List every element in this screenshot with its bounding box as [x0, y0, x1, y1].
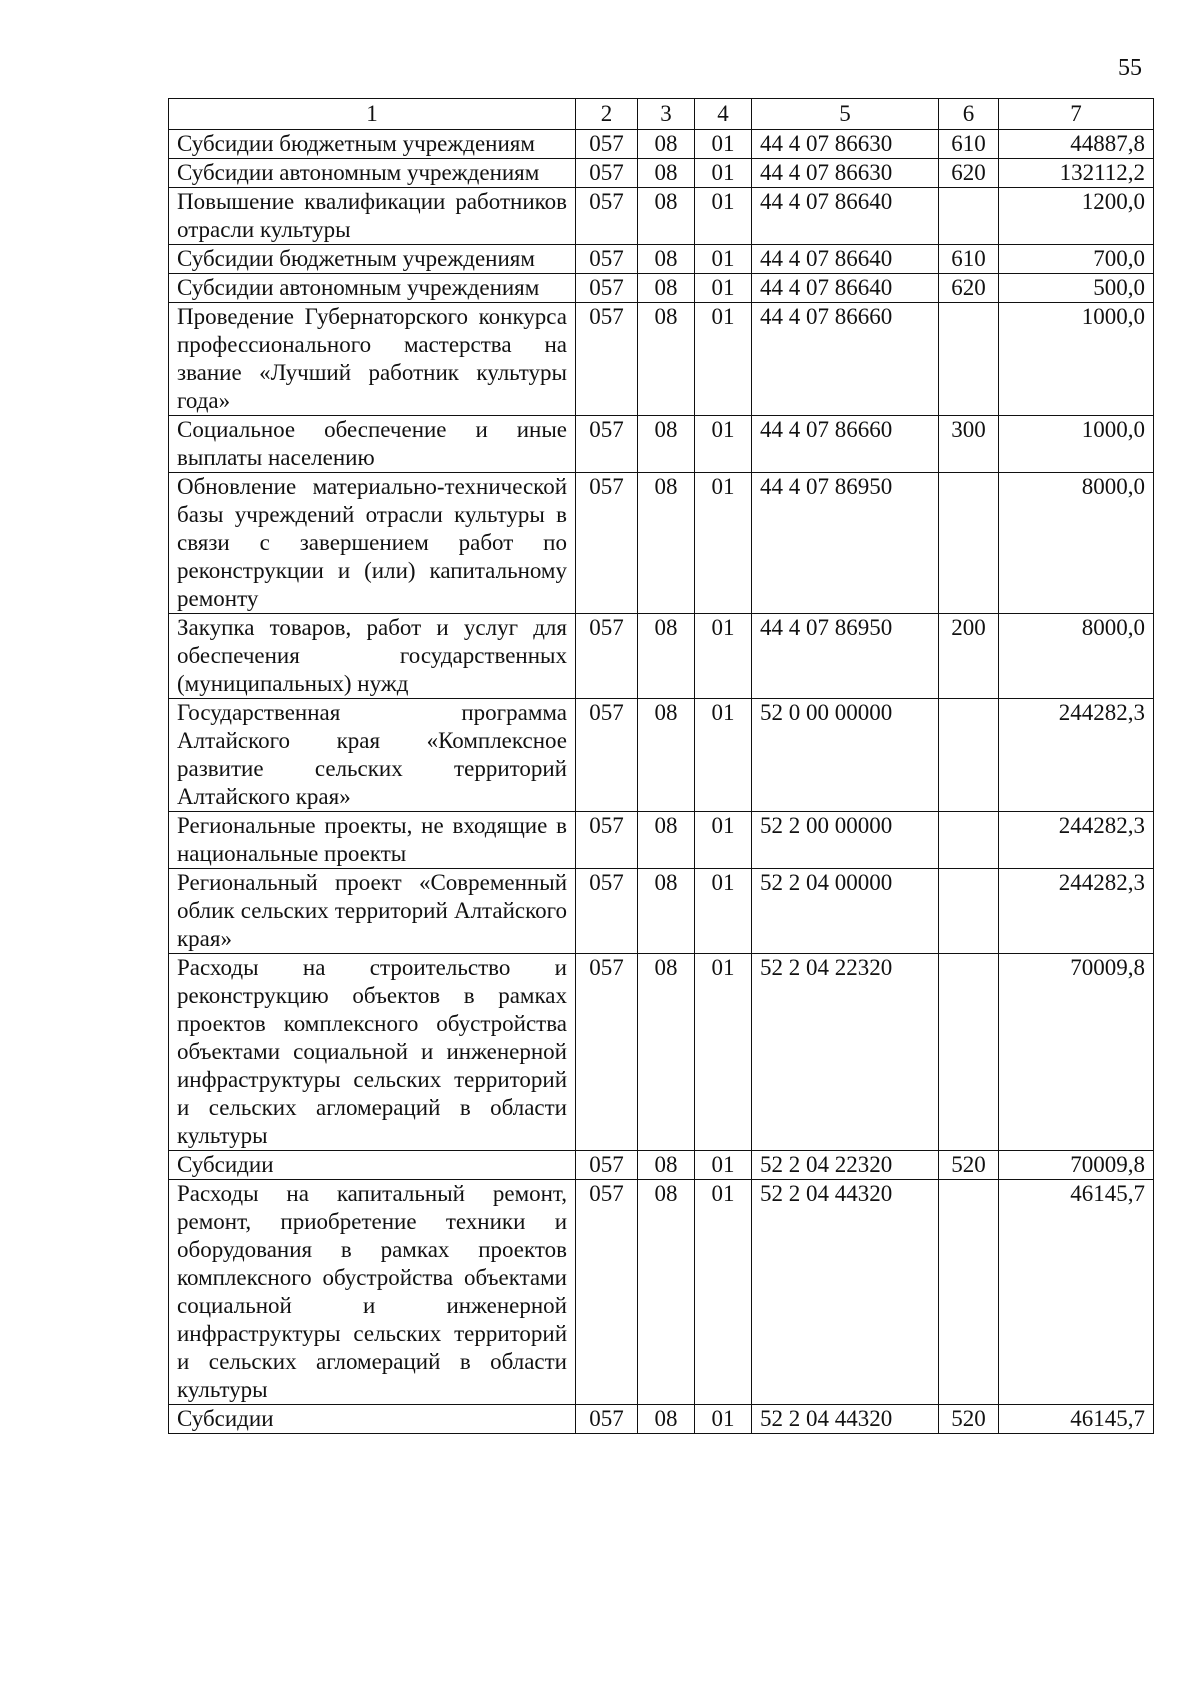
row-ministry-code-cell: 057: [576, 954, 638, 1151]
row-name-cell: Субсидии бюджетным учреждениям: [169, 130, 576, 159]
column-header-2: 2: [576, 99, 638, 130]
row-section-code-cell: 08: [638, 130, 695, 159]
table-row: [169, 245, 1154, 274]
row-expense-type-cell: 620: [939, 159, 999, 188]
row-target-article-cell: 52 2 04 44320: [752, 1405, 939, 1434]
row-amount-cell: 1000,0: [999, 303, 1154, 416]
row-expense-type-cell: [939, 699, 999, 812]
table-row: [169, 473, 1154, 614]
row-amount-cell: 244282,3: [999, 869, 1154, 954]
row-expense-type-cell: [939, 303, 999, 416]
row-amount-cell: 1000,0: [999, 416, 1154, 473]
table-row: [169, 812, 1154, 869]
row-target-article-cell: 44 4 07 86640: [752, 188, 939, 245]
row-section-code-cell: 08: [638, 159, 695, 188]
row-target-article-cell: 52 2 04 22320: [752, 1151, 939, 1180]
row-ministry-code-cell: 057: [576, 130, 638, 159]
row-name-cell: Расходы на капитальный ремонт, ремонт, приобретение техники и оборудования в рамках проектов комплексного обустройства объектами социальной и инженерной инфраструктуры сельских территорий и сельских агломераций в области культуры: [169, 1180, 576, 1405]
row-section-code-cell: 08: [638, 614, 695, 699]
row-target-article-cell: 52 0 00 00000: [752, 699, 939, 812]
row-section-code-cell: 08: [638, 1405, 695, 1434]
row-name-cell: Субсидии автономным учреждениям: [169, 159, 576, 188]
row-amount-cell: 8000,0: [999, 473, 1154, 614]
row-name-cell: Государственная программа Алтайского края «Комплексное развитие сельских территорий Алтайского края»: [169, 699, 576, 812]
row-amount-cell: 244282,3: [999, 812, 1154, 869]
row-expense-type-cell: [939, 473, 999, 614]
row-expense-type-cell: 610: [939, 245, 999, 274]
row-target-article-cell: 44 4 07 86950: [752, 473, 939, 614]
row-expense-type-cell: [939, 869, 999, 954]
row-target-article-cell: 52 2 04 44320: [752, 1180, 939, 1405]
table-row: [169, 188, 1154, 245]
table-row: [169, 130, 1154, 159]
row-name-cell: Закупка товаров, работ и услуг для обеспечения государственных (муниципальных) нужд: [169, 614, 576, 699]
row-expense-type-cell: [939, 812, 999, 869]
row-target-article-cell: 44 4 07 86630: [752, 159, 939, 188]
header-row: [169, 99, 1154, 130]
column-header-3: 3: [638, 99, 695, 130]
row-section-code-cell: 08: [638, 416, 695, 473]
table-body: [169, 130, 1154, 1434]
row-amount-cell: 46145,7: [999, 1405, 1154, 1434]
row-section-code-cell: 08: [638, 954, 695, 1151]
row-expense-type-cell: 300: [939, 416, 999, 473]
row-amount-cell: 8000,0: [999, 614, 1154, 699]
row-section-code-cell: 08: [638, 274, 695, 303]
row-name-cell: Субсидии автономным учреждениям: [169, 274, 576, 303]
row-name-cell: Обновление материально-технической базы учреждений отрасли культуры в связи с завершением работ по реконструкции и (или) капитальному ремонту: [169, 473, 576, 614]
row-name-cell: Повышение квалификации работников отрасли культуры: [169, 188, 576, 245]
row-expense-type-cell: [939, 954, 999, 1151]
row-subsection-code-cell: 01: [695, 473, 752, 614]
page-number: 55: [1118, 55, 1142, 81]
row-ministry-code-cell: 057: [576, 869, 638, 954]
row-name-cell: Региональный проект «Современный облик сельских территорий Алтайского края»: [169, 869, 576, 954]
row-ministry-code-cell: 057: [576, 188, 638, 245]
table-row: [169, 954, 1154, 1151]
row-subsection-code-cell: 01: [695, 614, 752, 699]
column-header-6: 6: [939, 99, 999, 130]
row-ministry-code-cell: 057: [576, 1180, 638, 1405]
row-ministry-code-cell: 057: [576, 1405, 638, 1434]
table-row: [169, 869, 1154, 954]
row-ministry-code-cell: 057: [576, 303, 638, 416]
row-amount-cell: 46145,7: [999, 1180, 1154, 1405]
row-section-code-cell: 08: [638, 1151, 695, 1180]
row-target-article-cell: 44 4 07 86660: [752, 416, 939, 473]
row-ministry-code-cell: 057: [576, 159, 638, 188]
row-name-cell: Субсидии: [169, 1151, 576, 1180]
row-name-cell: Проведение Губернаторского конкурса профессионального мастерства на звание «Лучший работник культуры года»: [169, 303, 576, 416]
row-expense-type-cell: 620: [939, 274, 999, 303]
row-section-code-cell: 08: [638, 188, 695, 245]
row-ministry-code-cell: 057: [576, 473, 638, 614]
row-amount-cell: 244282,3: [999, 699, 1154, 812]
table-row: [169, 416, 1154, 473]
table-row: [169, 159, 1154, 188]
row-ministry-code-cell: 057: [576, 1151, 638, 1180]
table-row: [169, 1151, 1154, 1180]
row-subsection-code-cell: 01: [695, 1405, 752, 1434]
row-target-article-cell: 52 2 04 00000: [752, 869, 939, 954]
table-row: [169, 303, 1154, 416]
column-header-5: 5: [752, 99, 939, 130]
table-row: [169, 1405, 1154, 1434]
row-subsection-code-cell: 01: [695, 812, 752, 869]
row-amount-cell: 700,0: [999, 245, 1154, 274]
row-target-article-cell: 44 4 07 86640: [752, 245, 939, 274]
row-amount-cell: 70009,8: [999, 954, 1154, 1151]
row-expense-type-cell: 520: [939, 1151, 999, 1180]
row-subsection-code-cell: 01: [695, 303, 752, 416]
row-target-article-cell: 44 4 07 86630: [752, 130, 939, 159]
row-expense-type-cell: 610: [939, 130, 999, 159]
row-ministry-code-cell: 057: [576, 614, 638, 699]
row-expense-type-cell: [939, 1180, 999, 1405]
row-name-cell: Субсидии бюджетным учреждениям: [169, 245, 576, 274]
row-amount-cell: 70009,8: [999, 1151, 1154, 1180]
row-ministry-code-cell: 057: [576, 416, 638, 473]
row-section-code-cell: 08: [638, 812, 695, 869]
row-section-code-cell: 08: [638, 699, 695, 812]
row-target-article-cell: 44 4 07 86660: [752, 303, 939, 416]
row-amount-cell: 500,0: [999, 274, 1154, 303]
row-subsection-code-cell: 01: [695, 1151, 752, 1180]
column-header-4: 4: [695, 99, 752, 130]
row-subsection-code-cell: 01: [695, 130, 752, 159]
row-section-code-cell: 08: [638, 245, 695, 274]
row-section-code-cell: 08: [638, 303, 695, 416]
table-row: [169, 1180, 1154, 1405]
row-subsection-code-cell: 01: [695, 869, 752, 954]
row-target-article-cell: 52 2 00 00000: [752, 812, 939, 869]
row-section-code-cell: 08: [638, 869, 695, 954]
column-header-1: 1: [169, 99, 576, 130]
row-subsection-code-cell: 01: [695, 274, 752, 303]
row-subsection-code-cell: 01: [695, 954, 752, 1151]
table-row: [169, 614, 1154, 699]
row-name-cell: Региональные проекты, не входящие в национальные проекты: [169, 812, 576, 869]
row-expense-type-cell: 520: [939, 1405, 999, 1434]
row-section-code-cell: 08: [638, 1180, 695, 1405]
table-header: [169, 99, 1154, 130]
row-target-article-cell: 44 4 07 86950: [752, 614, 939, 699]
row-amount-cell: 132112,2: [999, 159, 1154, 188]
row-ministry-code-cell: 057: [576, 699, 638, 812]
row-name-cell: Расходы на строительство и реконструкцию объектов в рамках проектов комплексного обустройства объектами социальной и инженерной инфраструктуры сельских территорий и сельских агломераций в области культуры: [169, 954, 576, 1151]
row-ministry-code-cell: 057: [576, 812, 638, 869]
row-subsection-code-cell: 01: [695, 416, 752, 473]
row-subsection-code-cell: 01: [695, 699, 752, 812]
row-name-cell: Субсидии: [169, 1405, 576, 1434]
row-subsection-code-cell: 01: [695, 1180, 752, 1405]
row-expense-type-cell: [939, 188, 999, 245]
row-name-cell: Социальное обеспечение и иные выплаты населению: [169, 416, 576, 473]
column-header-7: 7: [999, 99, 1154, 130]
row-amount-cell: 44887,8: [999, 130, 1154, 159]
budget-table: [168, 98, 1154, 1434]
table-row: [169, 274, 1154, 303]
row-target-article-cell: 52 2 04 22320: [752, 954, 939, 1151]
row-amount-cell: 1200,0: [999, 188, 1154, 245]
row-ministry-code-cell: 057: [576, 274, 638, 303]
table-row: [169, 699, 1154, 812]
row-expense-type-cell: 200: [939, 614, 999, 699]
row-ministry-code-cell: 057: [576, 245, 638, 274]
row-target-article-cell: 44 4 07 86640: [752, 274, 939, 303]
row-subsection-code-cell: 01: [695, 188, 752, 245]
row-section-code-cell: 08: [638, 473, 695, 614]
row-subsection-code-cell: 01: [695, 159, 752, 188]
row-subsection-code-cell: 01: [695, 245, 752, 274]
